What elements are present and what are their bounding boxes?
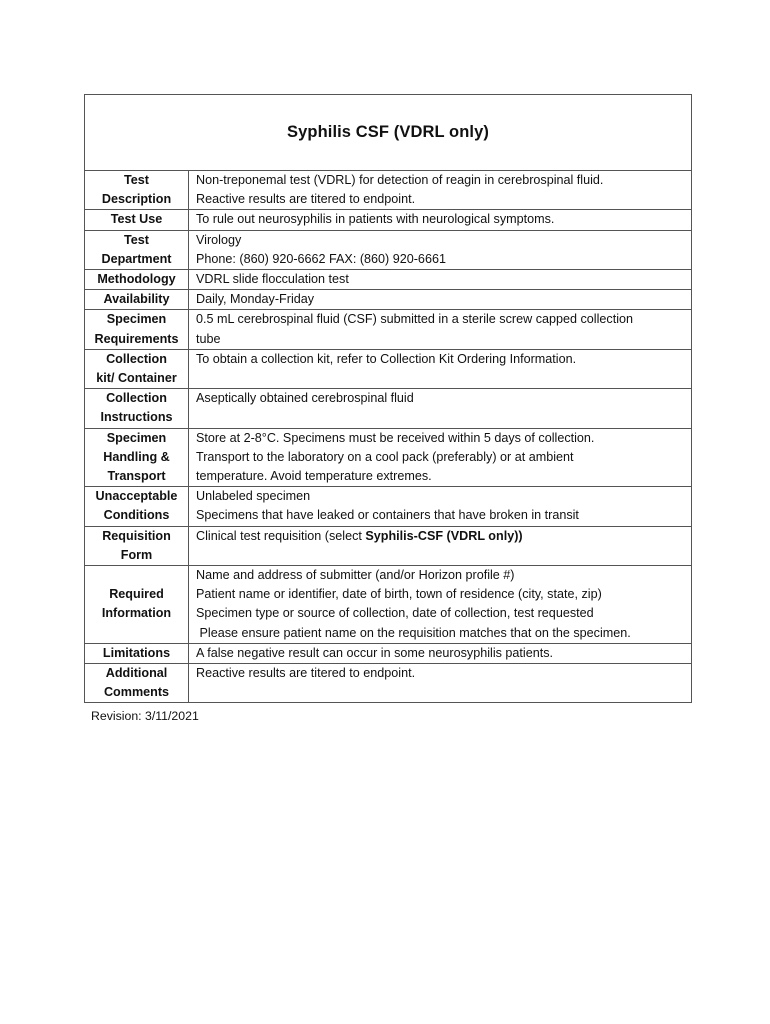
table-row-limitations [85,643,692,663]
value-line: Transport to the laboratory on a cool pack (preferably) or at ambient [196,449,574,464]
table-row-unacceptable-conditions [85,487,692,526]
row-value [189,210,692,230]
row-label [85,664,189,703]
table-row-collection-kit [85,349,692,388]
row-value [189,270,692,290]
label-line: Form [120,547,153,562]
label-line: Instructions [100,410,173,425]
value-line [196,527,687,546]
requisition-text-suffix: ) [518,528,523,543]
value-line: Name and address of submitter (and/or Horizon profile #) [196,568,515,583]
table-row-specimen-requirements [85,310,692,349]
label-line: Information [101,606,172,621]
value-line: Please ensure patient name on the requisition matches that on the specimen. [196,625,631,640]
row-value [189,349,692,388]
test-info-table [84,94,692,703]
label-line: Requisition [102,528,171,543]
label-line: Specimen [106,430,167,445]
table-row-requisition-form [85,526,692,565]
value-line: Patient name or identifier, date of birth, town of residence (city, state, zip) [196,587,602,602]
value-line: tube [196,331,221,346]
value-line: Virology [196,232,242,247]
value-line: Store at 2-8°C. Specimens must be received within 5 days of collection. [196,430,595,445]
table-row-availability [85,290,692,310]
value-line: Reactive results are titered to endpoint. [196,192,416,207]
value-line: Phone: (860) 920-6662 FAX: (860) 920-6661 [196,251,446,266]
label-line: Test Use [110,212,163,227]
row-value [189,290,692,310]
table-row-collection-instructions [85,389,692,428]
table-row-additional-comments [85,664,692,703]
value-line: To rule out neurosyphilis in patients with neurological symptoms. [196,212,555,227]
table-row-test-department [85,230,692,269]
row-value [189,428,692,487]
title-row [85,95,692,171]
label-line: Collection [106,351,167,366]
value-line: A false negative result can occur in some neurosyphilis patients. [196,645,554,660]
label-line: Availability [103,292,170,307]
value-line: Unlabeled specimen [196,489,311,504]
label-line: Methodology [97,272,176,287]
row-label [85,210,189,230]
row-label [85,230,189,269]
requisition-test-name: Syphilis-CSF (VDRL only) [365,528,519,543]
label-line: Description [101,192,172,207]
label-line: Limitations [102,645,171,660]
value-line: Non-treponemal test (VDRL) for detection of reagin in cerebrospinal fluid. [196,173,604,187]
row-value [189,566,692,644]
row-value [189,487,692,526]
value-line: 0.5 mL cerebrospinal fluid (CSF) submitted in a sterile screw capped collection [196,312,634,327]
revision-date: Revision: 3/11/2021 [91,709,199,723]
label-line: Test [124,173,149,187]
value-line: Aseptically obtained cerebrospinal fluid [196,391,414,406]
label-line: Specimen [106,312,167,327]
row-value [189,664,692,703]
title-cell [85,95,692,171]
label-line: Requirements [94,331,179,346]
requisition-text-prefix: Clinical test requisition (select [196,528,366,543]
row-label [85,290,189,310]
table-row-methodology [85,270,692,290]
label-line: kit/ Container [96,371,177,386]
row-label [85,310,189,349]
value-line: Specimens that have leaked or containers that have broken in transit [196,508,579,523]
value-line: Specimen type or source of collection, date of collection, test requested [196,606,594,621]
label-line: Comments [103,685,170,700]
value-line: temperature. Avoid temperature extremes. [196,469,432,484]
table-row-required-information [85,566,692,644]
value-line: Reactive results are titered to endpoint. [196,666,416,681]
row-label [85,171,189,210]
row-value [189,643,692,663]
value-line: VDRL slide flocculation test [196,272,349,287]
row-value [189,230,692,269]
row-label [85,428,189,487]
row-label [85,566,189,644]
label-line: Required [109,587,164,602]
label-line: Additional [105,666,168,681]
table-row-test-use [85,210,692,230]
label-line: Collection [106,391,167,406]
row-value [189,310,692,349]
row-label [85,526,189,565]
row-value [189,171,692,210]
row-label [85,643,189,663]
row-label [85,389,189,428]
label-line: Conditions [103,508,170,523]
label-line: Department [101,251,172,266]
table-row-specimen-handling [85,428,692,487]
label-line: Test [124,232,149,247]
table-row-test-description [85,171,692,210]
document-title: Syphilis CSF (VDRL only) [287,123,489,142]
row-value [189,526,692,565]
label-line: Unacceptable [95,489,178,504]
row-label [85,487,189,526]
value-line: To obtain a collection kit, refer to Collection Kit Ordering Information. [196,351,577,366]
row-value [189,389,692,428]
label-line: Handling & [103,449,170,464]
row-label [85,349,189,388]
row-label [85,270,189,290]
label-line: Transport [107,469,166,484]
value-line: Daily, Monday-Friday [196,292,315,307]
